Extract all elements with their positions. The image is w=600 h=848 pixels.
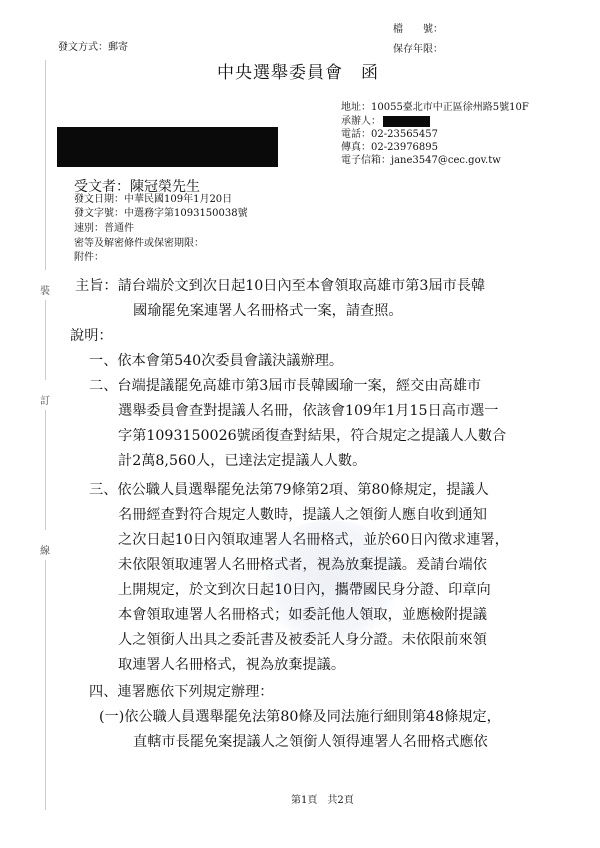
binding-mark-zhuang: 裝 xyxy=(40,286,50,297)
binding-mark-ding: 訂 xyxy=(40,396,50,407)
explanation-line: 計2萬8,560人，已達法定提議人人數。 xyxy=(118,453,367,469)
explanation-line: 一、依本會第540次委員會議決議辦理。 xyxy=(89,353,344,369)
explanation-line: 上開規定，於文到次日起10日內，攜帶國民身分證、印章向 xyxy=(118,582,491,598)
explanation-heading: 說明： xyxy=(70,328,113,344)
contact-fax: 傳真：02-23976895 xyxy=(341,142,439,153)
subject-line-2: 國瑜罷免案連署人名冊格式一案，請查照。 xyxy=(133,303,403,319)
document-title: 中央選舉委員會 函 xyxy=(217,63,379,83)
binding-mark-xian: 線 xyxy=(40,546,50,557)
issue-date: 發文日期：中華民國109年1月20日 xyxy=(74,194,233,205)
contact-address: 地址：10055臺北市中正區徐州路5號10F xyxy=(341,102,529,113)
explanation-line: 三、依公職人員選舉罷免法第79條第2項、第80條規定，提議人 xyxy=(89,482,489,498)
explanation-line: 二、台端提議罷免高雄市第3屆市長韓國瑜一案，經交由高雄市 xyxy=(89,378,482,394)
retention-label: 保存年限： xyxy=(393,44,443,55)
send-method: 發文方式：郵寄 xyxy=(58,42,128,53)
page-number: 第1頁 共2頁 xyxy=(291,795,354,806)
explanation-line: 未依限領取連署人名冊格式者，視為放棄提議。爰請台端依 xyxy=(118,557,487,573)
explanation-line: 直轄市長罷免案提議人之領銜人領得連署人名冊格式應依 xyxy=(133,734,488,750)
contact-handler: 承辦人： xyxy=(341,116,381,127)
explanation-line: 人之領銜人出具之委託書及被委託人身分證。未依限前來領 xyxy=(118,632,487,648)
subject-line-1: 主旨：請台端於文到次日起10日內至本會領取高雄市第3屆市長韓 xyxy=(75,278,486,294)
explanation-line: 四、連署應依下列規定辦理： xyxy=(89,684,274,700)
redaction-bar xyxy=(383,116,430,127)
binding-line xyxy=(45,560,46,810)
binding-line xyxy=(45,60,46,270)
explanation-line: 名冊經查對符合規定人數時，提議人之領銜人應自收到通知 xyxy=(118,507,487,523)
issue-number: 發文字號：中選務字第1093150038號 xyxy=(74,208,248,219)
explanation-line: 字第1093150026號函復查對結果，符合規定之提議人人數合 xyxy=(118,428,507,444)
explanation-line: 本會領取連署人名冊格式；如委託他人領取，並應檢附提議 xyxy=(118,607,487,623)
explanation-line: 取連署人名冊格式，視為放棄提議。 xyxy=(118,657,346,673)
speed-class: 速別：普通件 xyxy=(74,223,134,234)
contact-email: 電子信箱：jane3547@cec.gov.tw xyxy=(341,155,501,166)
explanation-line: (一)依公職人員選舉罷免法第80條及同法施行細則第48條規定， xyxy=(99,709,501,725)
binding-line xyxy=(45,410,46,530)
contact-phone: 電話：02-23565457 xyxy=(341,129,439,140)
explanation-line: 之次日起10日內領取連署人名冊格式，並於60日內徵求連署， xyxy=(118,532,509,548)
file-number-label: 檔 號： xyxy=(393,24,443,35)
security-level: 密等及解密條件或保密期限： xyxy=(74,238,204,249)
recipient: 受文者：陳冠榮先生 xyxy=(74,179,200,195)
attachment: 附件： xyxy=(74,252,104,263)
binding-line xyxy=(45,300,46,380)
explanation-line: 選舉委員會查對提議人名冊，依該會109年1月15日高市選一 xyxy=(118,403,499,419)
redaction-block xyxy=(57,127,278,167)
